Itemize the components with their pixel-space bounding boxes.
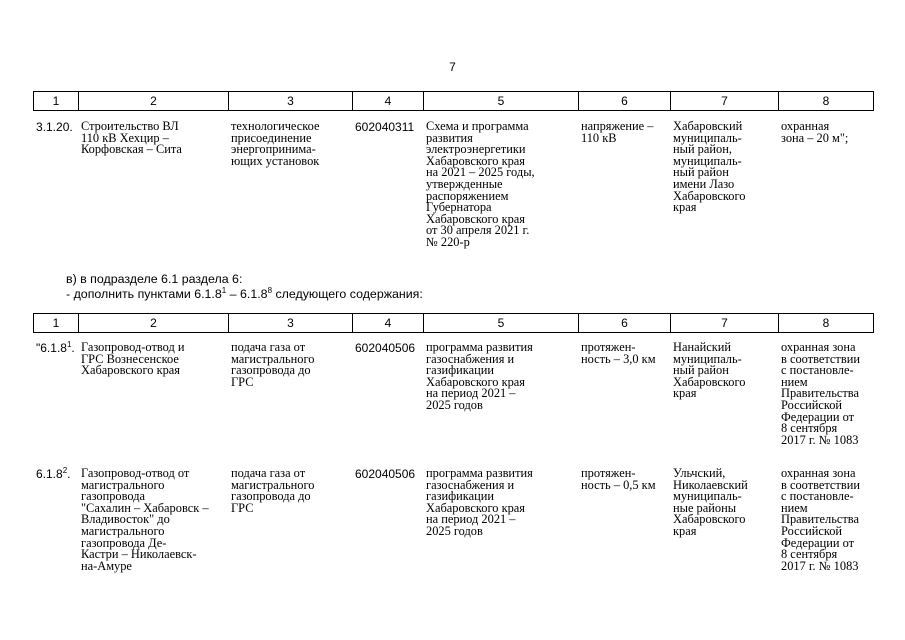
object-name <box>81 121 182 156</box>
cell-line: "Сахалин – Хабаровск – <box>81 500 209 515</box>
cell-line: подача газа от <box>231 466 306 480</box>
cell-line: 8 сентября <box>781 421 838 436</box>
cell-line: утвержденные <box>426 176 503 191</box>
cell-line: Хабаровского <box>673 188 746 203</box>
cell-line: охранная зона <box>781 466 856 480</box>
cell-line: Губернатора <box>426 200 492 215</box>
cell-line: охранная зона <box>781 340 856 354</box>
cell-line: муниципаль- <box>673 130 742 145</box>
header-cell-7: 7 <box>671 92 779 111</box>
header-cell-6: 6 <box>579 92 671 111</box>
cell-line: Российской <box>781 397 843 412</box>
header-cell-8: 8 <box>779 92 874 111</box>
cell-line: в соответствии <box>781 351 860 366</box>
cell-line: Хабаровского края <box>426 153 525 168</box>
object-name <box>81 342 185 377</box>
object-location <box>673 342 745 400</box>
cell-line: Хабаровского края <box>426 374 525 389</box>
cell-line: края <box>673 200 697 215</box>
header-cell-2: 2 <box>79 314 229 333</box>
cell-line: технологическое <box>231 119 320 133</box>
cell-line: развития <box>426 130 473 145</box>
header-cell-2: 2 <box>79 92 229 111</box>
cell-line: Корфовская – Сита <box>81 142 182 157</box>
header-cell-1: 1 <box>34 92 79 111</box>
cell-line: Хабаровского <box>673 512 746 527</box>
cell-line: Владивосток" до <box>81 512 170 527</box>
object-name <box>81 468 209 572</box>
cell-line: энергопринима- <box>231 142 316 157</box>
object-location <box>673 468 748 538</box>
cell-line: Николаевский <box>673 477 748 492</box>
header-cell-5: 5 <box>424 314 579 333</box>
cell-line: Газопровод-отвод и <box>81 340 185 354</box>
table-header-1 <box>33 91 874 111</box>
table-row <box>33 342 873 460</box>
cell-line: края <box>673 523 697 538</box>
row-number: "6.1.8$^1$. <box>36 340 75 355</box>
basis-document <box>426 342 533 412</box>
cell-line: ющих установок <box>231 153 320 168</box>
header-cell-1: 1 <box>34 314 79 333</box>
table-row <box>33 468 873 586</box>
cell-line: Хабаровского <box>673 374 746 389</box>
cell-line: 110 кВ Хехцир – <box>81 130 169 145</box>
cell-line: программа развития <box>426 466 533 480</box>
cell-line: Ульчский, <box>673 466 726 480</box>
cell-line: 2025 годов <box>426 397 483 412</box>
cell-line: края <box>673 386 697 401</box>
cell-line: на-Амуре <box>81 558 132 573</box>
table-header-2 <box>33 313 874 333</box>
object-code: 602040311 <box>355 120 415 134</box>
cell-line: Хабаровский <box>673 119 743 133</box>
cell-line: ные районы <box>673 500 737 515</box>
cell-line: протяжен- <box>581 340 636 354</box>
object-characteristics <box>581 342 656 365</box>
cell-line: присоединение <box>231 130 312 145</box>
cell-line: магистрального <box>231 477 315 492</box>
cell-line: ный район <box>673 165 729 180</box>
header-cell-7: 7 <box>671 314 779 333</box>
cell-line: Газопровод-отвод от <box>81 466 190 480</box>
cell-line: газопровода до <box>231 489 311 504</box>
cell-line: нием <box>781 374 808 389</box>
cell-line: ность – 3,0 км <box>581 351 656 366</box>
cell-line: муниципаль- <box>673 351 742 366</box>
cell-line: ность – 0,5 км <box>581 477 656 492</box>
cell-line: 2025 годов <box>426 523 483 538</box>
cell-line: программа развития <box>426 340 533 354</box>
object-characteristics <box>581 121 653 144</box>
basis-document <box>426 468 533 538</box>
cell-line: Хабаровского края <box>426 211 525 226</box>
object-code: 602040506 <box>355 467 416 481</box>
cell-line: Кастри – Николаевск- <box>81 547 197 562</box>
cell-line: Российской <box>781 523 843 538</box>
cell-line: электроэнергетики <box>426 142 526 157</box>
object-purpose <box>231 468 314 514</box>
header-cell-8: 8 <box>779 314 874 333</box>
object-purpose <box>231 342 314 388</box>
cell-line: имени Лазо <box>673 176 735 191</box>
cell-line: ГРС Вознесенское <box>81 351 179 366</box>
cell-line: напряжение – <box>581 119 654 133</box>
header-cell-6: 6 <box>579 314 671 333</box>
cell-line: газоснабжения и <box>426 477 515 492</box>
cell-line: на 2021 – 2025 годы, <box>426 165 535 180</box>
cell-line: в соответствии <box>781 477 860 492</box>
cell-line: газоснабжения и <box>426 351 515 366</box>
object-characteristics <box>581 468 656 491</box>
cell-line: 8 сентября <box>781 547 838 562</box>
cell-line: на период 2021 – <box>426 386 516 401</box>
basis-document <box>426 121 535 249</box>
cell-line: протяжен- <box>581 466 636 480</box>
zone-characteristics <box>781 121 848 144</box>
cell-line: 110 кВ <box>581 130 617 145</box>
cell-line: № 220-р <box>426 234 470 249</box>
cell-line: Правительства <box>781 386 859 401</box>
cell-line: 2017 г. № 1083 <box>781 558 859 573</box>
cell-line: нием <box>781 500 808 515</box>
cell-line: газопровода до <box>231 363 311 378</box>
cell-line: охранная <box>781 119 830 133</box>
cell-line: с постановле- <box>781 489 854 504</box>
cell-line: магистрального <box>81 477 165 492</box>
cell-line: зона – 20 м"; <box>781 130 849 145</box>
cell-line: газопровода Де- <box>81 535 167 550</box>
header-cell-4: 4 <box>353 92 424 111</box>
amendment-line-1: в) в подразделе 6.1 раздела 6: <box>66 272 243 286</box>
zone-characteristics <box>781 342 860 446</box>
cell-line: муниципаль- <box>673 489 742 504</box>
cell-line: на период 2021 – <box>426 512 516 527</box>
cell-line: от 30 апреля 2021 г. <box>426 223 530 238</box>
object-location <box>673 121 745 214</box>
page-number: 7 <box>449 60 456 74</box>
header-cell-3: 3 <box>229 92 353 111</box>
cell-line: магистрального <box>231 351 315 366</box>
amendment-text <box>66 272 423 302</box>
cell-line: 2017 г. № 1083 <box>781 432 859 447</box>
cell-line: Хабаровского края <box>81 363 180 378</box>
object-purpose <box>231 121 319 167</box>
cell-line: Федерации от <box>781 535 855 550</box>
cell-line: с постановле- <box>781 363 854 378</box>
cell-line: ГРС <box>231 374 254 389</box>
cell-line: Хабаровского края <box>426 500 525 515</box>
object-code: 602040506 <box>355 341 416 355</box>
cell-line: подача газа от <box>231 340 306 354</box>
cell-line: Строительство ВЛ <box>81 119 179 133</box>
cell-line: магистрального <box>81 523 165 538</box>
cell-line: ГРС <box>231 500 254 515</box>
header-cell-5: 5 <box>424 92 579 111</box>
cell-line: ный район <box>673 363 729 378</box>
cell-line: Федерации от <box>781 409 855 424</box>
row-number: 6.1.8$^2$. <box>36 466 71 481</box>
cell-line: газификации <box>426 363 494 378</box>
cell-line: Нанайский <box>673 340 731 354</box>
table-row <box>33 121 873 271</box>
row-number: 3.1.20. <box>36 120 73 134</box>
amendment-line-2: - дополнить пунктами 6.1.8$^1$ – 6.1.8$^8$ следующего содержания: <box>66 285 423 301</box>
cell-line: газопровода <box>81 489 146 504</box>
zone-characteristics <box>781 468 860 572</box>
cell-line: муниципаль- <box>673 153 742 168</box>
cell-line: ный район, <box>673 142 732 157</box>
header-cell-3: 3 <box>229 314 353 333</box>
cell-line: Правительства <box>781 512 859 527</box>
cell-line: Схема и программа <box>426 119 529 133</box>
header-cell-4: 4 <box>353 314 424 333</box>
cell-line: газификации <box>426 489 494 504</box>
cell-line: распоряжением <box>426 188 509 203</box>
